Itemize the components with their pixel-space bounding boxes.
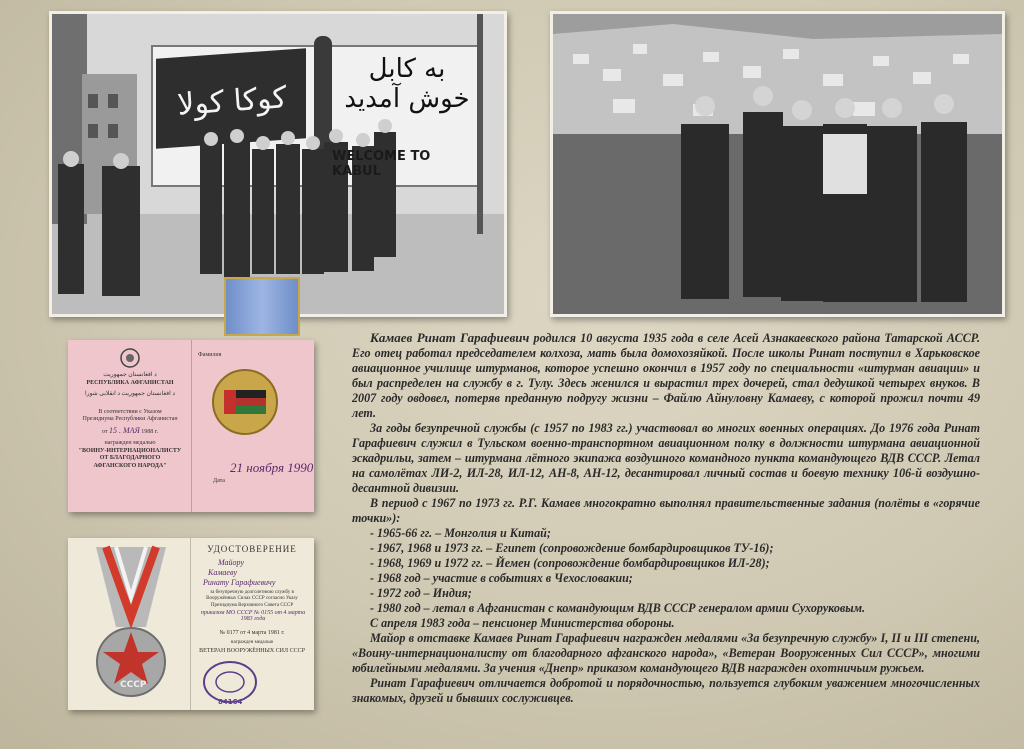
veteran-medal-text: СССР xyxy=(120,680,147,690)
afghan-medal-icon xyxy=(210,362,280,442)
afghan-date-label: Дата xyxy=(213,478,225,484)
biography-paragraph-3: В период с 1967 по 1973 гг. Р.Г. Камаев многократно выполнял правительственные задания (полёты в «горячие точки»): xyxy=(352,496,980,525)
afghan-date-year: 1988 г. xyxy=(141,428,159,435)
veteran-name-line3: Ринату Гарафиевичу xyxy=(203,578,276,587)
biography-paragraph-6: Ринат Гарафиевич отличается добротой и порядочностью, пользуется глубоким уважением многочисленных знакомых, друзей и бывших сослуживцев. xyxy=(352,676,980,705)
photo-group-of-men xyxy=(550,11,1005,317)
veteran-name-line1: Майору xyxy=(218,558,244,567)
veteran-line-number: № 0177 от 4 марта 1981 г. xyxy=(219,630,285,636)
photo-kabul-street xyxy=(49,11,507,317)
biography-paragraph-1 xyxy=(352,330,980,421)
veteran-title: УДОСТОВЕРЕНИЕ xyxy=(207,544,297,554)
document-fold xyxy=(190,538,191,710)
veteran-order-handwritten: приказом МО СССР № 0155 от 4 марта 1983 года xyxy=(200,610,306,622)
mission-item: - 1980 год – летал в Афганистан с командующим ВДВ СССР генералом армии Сухоруковым. xyxy=(370,601,866,615)
document-fold xyxy=(191,340,192,512)
mission-item: - 1968, 1969 и 1972 гг. – Йемен (сопровождение бомбардировщиков ИЛ-28); xyxy=(370,556,770,570)
mission-item: - 1972 год – Индия; xyxy=(370,586,472,600)
biography-paragraph-2: За годы безупречной службы (с 1957 по 1983 гг.) участвовал во многих военных операциях. До 1976 года Ринат Гарафиевич служил в Тульском военно-транспортном авиационном полку в должности штурмана авиационной эскадрильи, затем – штурмана лётного экипажа воздушного командного пункта командующего ВДВ СССР. Летал на самолётах ЛИ-2, ИЛ-28, ИЛ-12, АН-8, АН-12, десантировал личный состав и боевую технику 106-й воздушно-десантной дивизии. xyxy=(352,421,980,495)
veteran-stamp-number: 84164 xyxy=(218,698,243,706)
person-name: Камаев Ринат Гарафиевич xyxy=(370,330,530,345)
veteran-certificate xyxy=(68,538,314,710)
afghan-text-line5: Президиума Республики Афганистан xyxy=(82,416,178,422)
medal-ribbon-blue xyxy=(224,277,300,336)
afghan-right-label: Фамилия xyxy=(198,352,222,358)
veteran-name-line2: Камаеву xyxy=(208,568,237,577)
biography-paragraph-5: Майор в отставке Камаев Ринат Гарафиевич награжден медалями «За безупречную службу» I, II и III степени, «Воину-интернационалисту от благодарного афганского народа», «Ветеран Вооруженных Сил СССР», многими юбилейными медалями. За учения «Днепр» приказом командующего ВДВ награжден охотничьим ружьем. xyxy=(352,631,980,675)
paragraph-1-text: родился 10 августа 1935 года в селе Асей Азнакаевского района Татарской АССР. Его отец работал председателем колхоза, мать была домохозяйкой. После школы Ринат поступил в Харьковское авиационное училище штурманов, которое успешно окончил в 1957 году по специальности «штурман авиации» и был распределен на службу в г. Тулу. Здесь женился и вырастил трех дочерей, стал дедушкой четырех внуков. В 2007 году овдовел, потеряв преданную подругу жизни – Файлю Айнуловну Камаеву, с которой прожил почти 49 лет. xyxy=(352,331,981,420)
afghan-text-line9: АФГАНСКОГО НАРОДА" xyxy=(93,462,167,469)
veteran-medal-label: ВЕТЕРАН ВООРУЖЁННЫХ СИЛ СССР xyxy=(199,648,305,654)
afghan-left-column xyxy=(72,372,188,470)
billboard-welcome-text: WELCOME TO KABUL xyxy=(332,149,431,179)
emblem-icon xyxy=(120,348,140,368)
afghan-text-line1: د افغانستان جمهوریت xyxy=(103,372,157,378)
missions-list xyxy=(352,526,980,616)
mission-item: - 1967, 1968 и 1973 гг. – Египет (сопровождение бомбардировщиков ТУ-16); xyxy=(370,541,774,555)
afghan-date-handwritten: 15 . МАЯ xyxy=(108,425,140,435)
afghan-text-line6: награжден медалью xyxy=(104,440,156,446)
afghan-text-line7: "ВОИНУ-ИНТЕРНАЦИОНАЛИСТУ xyxy=(78,447,182,454)
mission-item: - 1968 год – участие в событиях в Чехословакии; xyxy=(370,571,633,585)
billboard-cola-text: کوکا کولا xyxy=(176,80,288,123)
biography-paragraph-4: С апреля 1983 года – пенсионер Министерства обороны. xyxy=(370,616,675,630)
mission-item: - 1965-66 гг. – Монголия и Китай; xyxy=(370,526,551,540)
afghan-text-line3: د افغانستان جمهوریت د انقلابی شورا xyxy=(85,391,175,397)
afghan-text-line2: РЕСПУБЛИКА АФГАНИСТАН xyxy=(86,379,174,386)
veteran-awarded: награжден медалью xyxy=(230,640,274,645)
afghan-medal-certificate xyxy=(68,340,314,512)
afghan-handwritten-date: 21 ноября 1990 xyxy=(230,460,314,475)
group-scene xyxy=(553,14,1002,314)
billboard-arabic-text: به کابل خوش آمدید xyxy=(344,54,470,114)
afghan-text-line4: В соответствии с Указом xyxy=(98,408,162,415)
biography-text xyxy=(352,330,980,706)
veteran-text1: за безупречную долголетнюю службу в Вооружённых Силах СССР согласно Указу Президиума Верховного Совета СССР xyxy=(206,590,298,608)
afghan-date-row xyxy=(72,426,188,437)
afghan-text-line8: ОТ БЛАГОДАРНОГО xyxy=(99,455,161,461)
afghan-date-prefix: от xyxy=(101,428,108,435)
